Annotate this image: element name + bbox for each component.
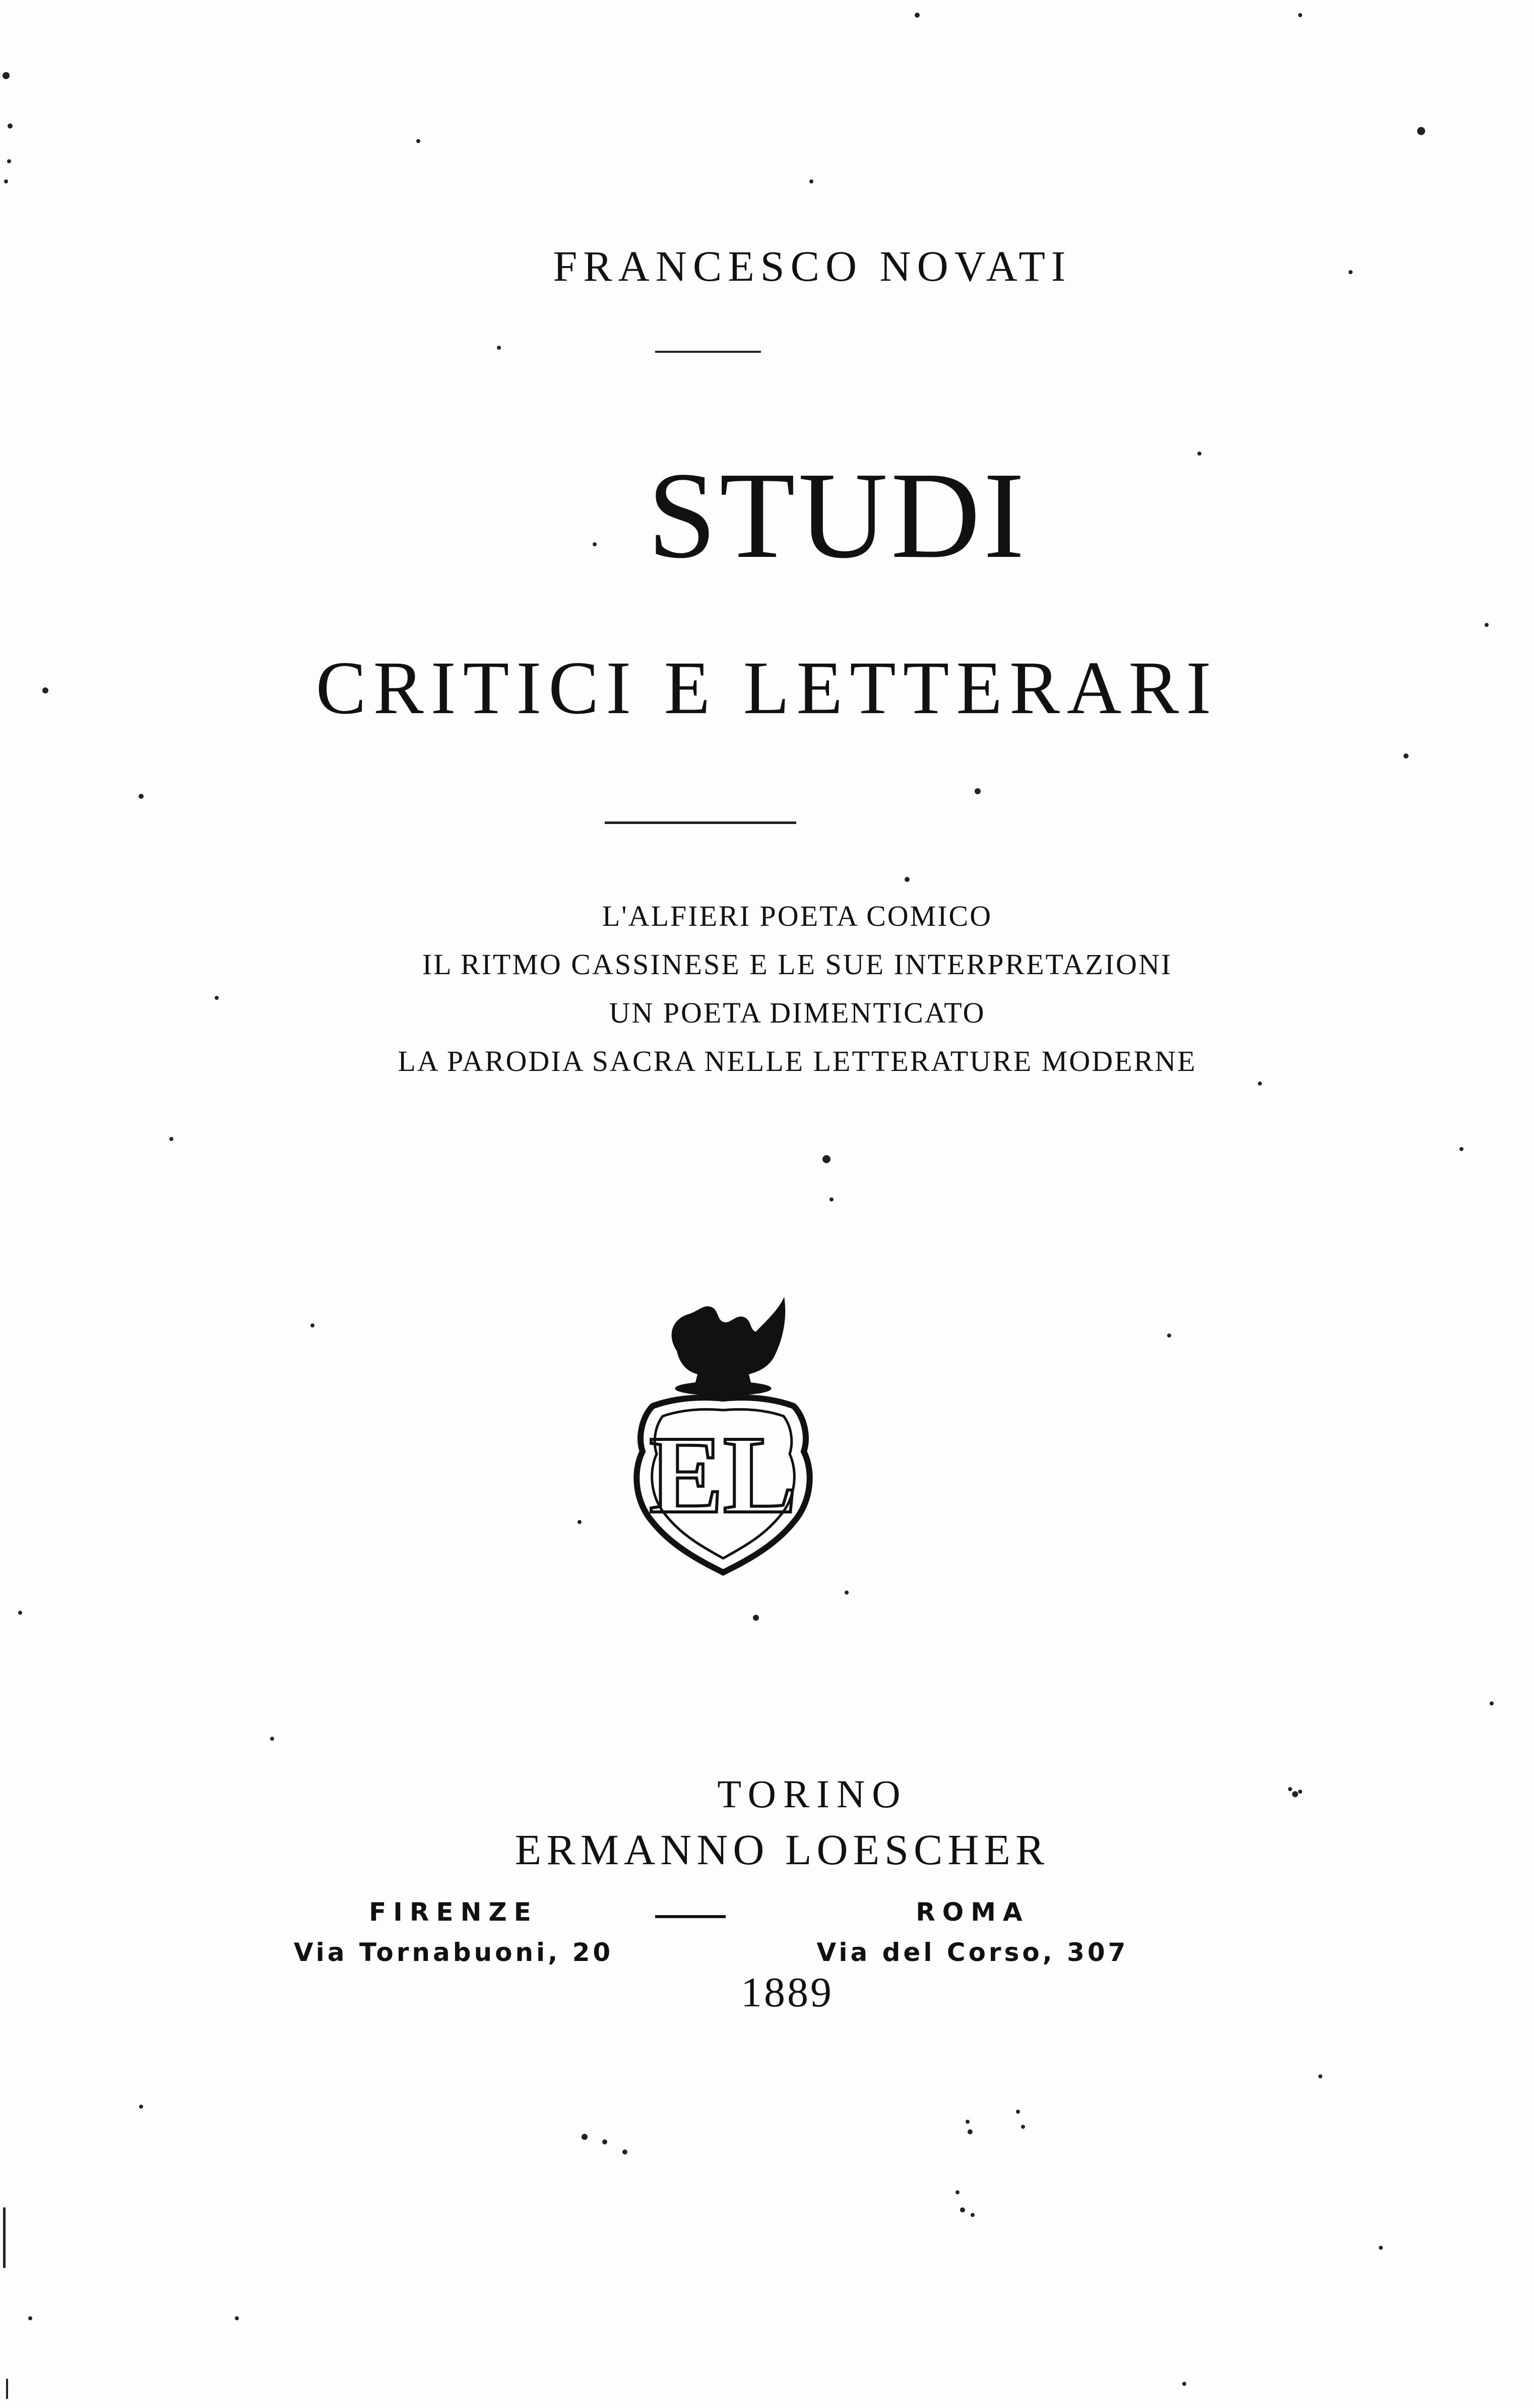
branch-city-firenze: FIRENZE: [369, 1897, 538, 1927]
contents-item: L'ALFIERI POETA COMICO: [602, 900, 993, 932]
svg-text:EL: EL: [649, 1413, 797, 1536]
publisher-name: ERMANNO LOESCHER: [515, 1825, 1050, 1874]
book-subtitle: CRITICI E LETTERARI: [315, 646, 1219, 730]
divider-rule-top: [655, 351, 761, 353]
divider-rule-middle: [605, 821, 796, 824]
author-name: FRANCESCO NOVATI: [553, 242, 1072, 290]
contents-item: IL RITMO CASSINESE E LE SUE INTERPRETAZIONI: [422, 948, 1173, 981]
branch-address-firenze: Via Tornabuoni, 20: [293, 1938, 614, 1967]
contents-item: UN POETA DIMENTICATO: [609, 996, 986, 1029]
branch-address-roma: Via del Corso, 307: [816, 1938, 1129, 1967]
contents-item: LA PARODIA SACRA NELLE LETTERATURE MODERNE: [398, 1045, 1197, 1078]
branch-separator: [655, 1915, 726, 1918]
branch-city-roma: ROMA: [916, 1897, 1030, 1927]
contents-list: [0, 892, 1534, 1086]
imprint-city: TORINO: [717, 1772, 908, 1816]
publication-year: 1889: [741, 1969, 834, 2016]
book-title: STUDI: [647, 447, 1028, 584]
heraldic-eagle-crest-icon: [622, 1290, 824, 1593]
